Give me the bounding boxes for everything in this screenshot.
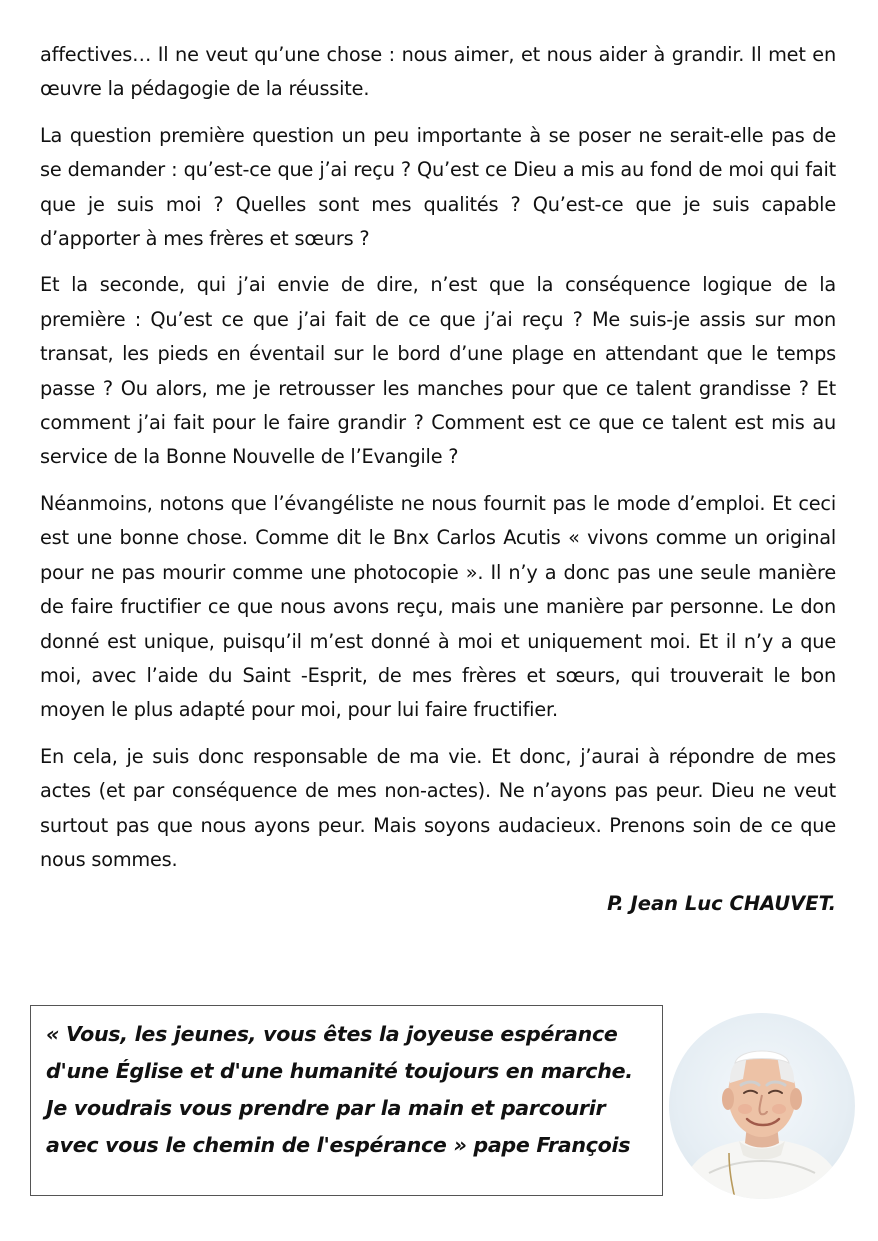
quote-line-1: « Vous, les jeunes, vous êtes la joyeuse espérance <box>46 1022 618 1046</box>
quote-line-3: Je voudrais vous prendre par la main et parcourir <box>46 1096 606 1120</box>
author-signature: P. Jean Luc CHAUVET. <box>607 892 836 916</box>
pope-francis-portrait-icon <box>669 1013 855 1199</box>
quote-box <box>30 1005 663 1196</box>
paragraph-5: En cela, je suis donc responsable de ma vie. Et donc, j’aurai à répondre de mes actes (et par conséquence de mes non-actes). Ne n’ayons pas peur. Dieu ne veut surtout pas que nous ayons peur. Mais soyons audacieux. Prenons soin de ce que nous sommes. <box>40 744 836 871</box>
paragraph-3: Et la seconde, qui j’ai envie de dire, n’est que la conséquence logique de la première : Qu’est ce que j’ai fait de ce que j’ai reçu ? Me suis-je assis sur mon transat, les pieds en éventail sur le bord d’une plage en attendant que le temps passe ? Ou alors, me je retrousser les manches pour que ce talent grandisse ? Et comment j’ai fait pour le faire grandir ? Comment est ce que ce talent est mis au service de la Bonne Nouvelle de l’Evangile ? <box>40 273 836 469</box>
pope-quote <box>46 1016 661 1164</box>
quote-line-2: d'une Église et d'une humanité toujours en marche. <box>46 1059 633 1083</box>
paragraph-2: La question première question un peu importante à se poser ne serait-elle pas de se demander : qu’est-ce que j’ai reçu ? Qu’est ce Dieu a mis au fond de moi qui fait que je suis moi ? Quelles sont mes qualités ? Qu’est-ce que je suis capable d’apporter à mes frères et sœurs ? <box>40 123 836 251</box>
paragraph-1: affectives… Il ne veut qu’une chose : nous aimer, et nous aider à grandir. Il met en œuvre la pédagogie de la réussite. <box>40 43 836 101</box>
quote-line-4: avec vous le chemin de l'espérance » pape François <box>46 1133 631 1157</box>
document-body <box>40 38 836 919</box>
portrait-illustration <box>669 1013 855 1199</box>
paragraph-4: Néanmoins, notons que l’évangéliste ne nous fournit pas le mode d’emploi. Et ceci est une bonne chose. Comme dit le Bnx Carlos Acutis « vivons comme un original pour ne pas mourir comme une photocopie ». Il n’y a donc pas une seule manière de faire fructifier ce que nous avons reçu, mais une manière par personne. Le don donné est unique, puisqu’il m’est donné à moi et uniquement moi. Et il n’y a que moi, avec l’aide du Saint -Esprit, de mes frères et sœurs, qui trouverait le bon moyen le plus adapté pour moi, pour lui faire fructifier. <box>40 491 836 722</box>
